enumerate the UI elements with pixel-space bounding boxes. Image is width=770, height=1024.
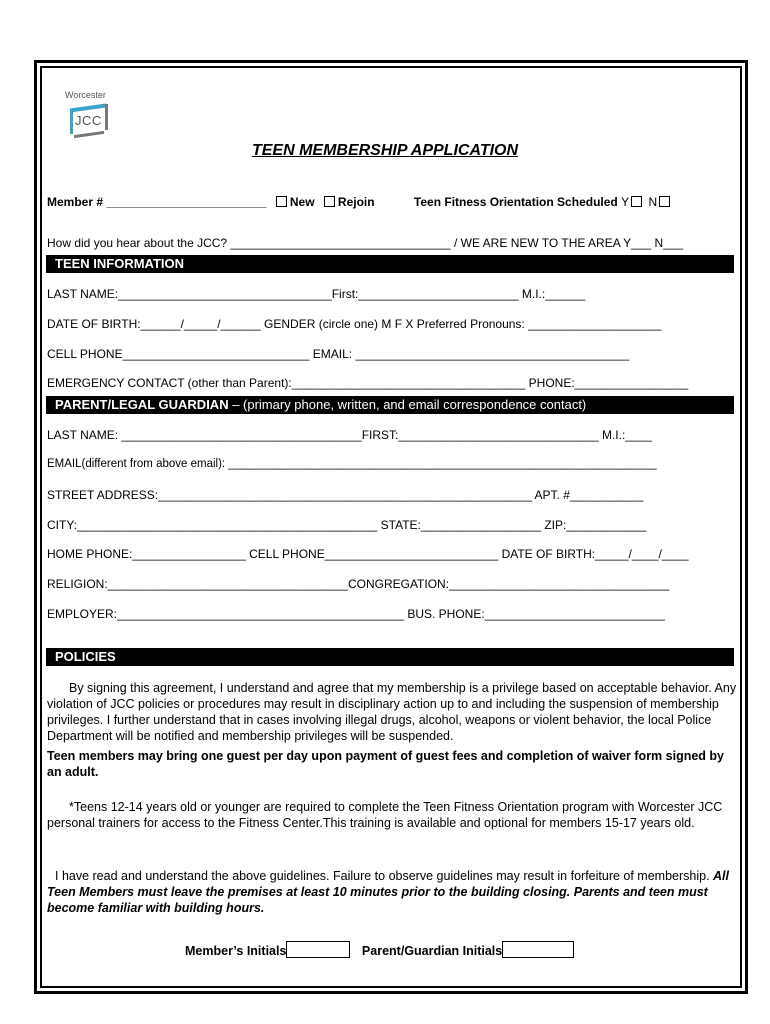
policy-paragraph-1: By signing this agreement, I understand and agree that my membership is a privilege based on acceptable behavior. Any violation of JCC policies or procedures may result in disciplinary action up to and including the suspension of membership privileges. I further understand that in cases involving illegal drugs, alcohol, weapons or violent behavior, the local Police Department will be notified and membership privileges will be suspended. (47, 681, 737, 743)
orientation-label: Teen Fitness Orientation Scheduled (413, 195, 618, 209)
initials-line (185, 941, 574, 958)
rejoin-label: Rejoin (337, 195, 375, 209)
policy-paragraph-acknowledge (47, 868, 737, 916)
hear-about-line[interactable]: How did you hear about the JCC? _________________________________ / WE ARE NEW TO THE AREA Y___ N___ (47, 236, 684, 250)
rejoin-checkbox[interactable] (324, 196, 335, 207)
acknowledge-text: I have read and understand the above guidelines. Failure to observe guidelines may result in forfeiture of membership. (55, 869, 714, 883)
parent-header-note: – (primary phone, written, and email correspondence contact) (228, 397, 587, 412)
orientation-yes-checkbox[interactable] (631, 196, 642, 207)
policy-paragraph-orientation: *Teens 12-14 years old or younger are required to complete the Teen Fitness Orientation program with Worcester JCC personal trainers for access to the Fitness Center.This training is available and optional for members 15-17 years old. (47, 800, 723, 830)
parent-header-label: PARENT/LEGAL GUARDIAN (55, 397, 229, 412)
orientation-no-label: N (648, 195, 658, 209)
parent-row-phones[interactable]: HOME PHONE:_________________ CELL PHONE__________________________ DATE OF BIRTH:_____/____/____ (47, 547, 689, 561)
teen-row-phone-email[interactable]: CELL PHONE____________________________ EMAIL: _________________________________________ (47, 347, 630, 361)
acknowledge-bold-text: All Teen Members must leave the premises at least 10 minutes prior to the building closing. Parents and teen must become familiar with building hours. (47, 869, 730, 915)
parent-row-name[interactable]: LAST NAME: ____________________________________FIRST:______________________________ M.I.:____ (47, 428, 652, 442)
orientation-yes-label: Y (621, 195, 630, 209)
worcester-jcc-logo (62, 90, 122, 146)
member-initials-box[interactable] (286, 941, 350, 958)
teen-row-name[interactable]: LAST NAME:________________________________First:________________________ M.I.:______ (47, 287, 586, 301)
parent-row-address[interactable]: STREET ADDRESS:________________________________________________________ APT. #___________ (47, 488, 644, 502)
parent-guardian-header (46, 396, 734, 414)
parent-row-email[interactable]: EMAIL(different from above email): ___________________________________________________________________ (47, 458, 657, 470)
teen-row-dob-gender[interactable]: DATE OF BIRTH:______/_____/______ GENDER (circle one) M F X Preferred Pronouns: ____________________ (47, 317, 662, 331)
new-checkbox[interactable] (276, 196, 287, 207)
page-title: TEEN MEMBERSHIP APPLICATION (251, 142, 519, 159)
logo-mark-text: JCC (75, 113, 102, 128)
parent-initials-label: Parent/Guardian Initials (361, 944, 503, 958)
member-number-field[interactable]: Member # ________________________ (47, 195, 267, 209)
orientation-no-checkbox[interactable] (659, 196, 670, 207)
teen-info-header: TEEN INFORMATION (46, 255, 734, 273)
parent-initials-box[interactable] (502, 941, 574, 958)
policies-header: POLICIES (46, 648, 734, 666)
member-line (47, 195, 673, 209)
parent-row-employer[interactable]: EMPLOYER:___________________________________________ BUS. PHONE:___________________________ (47, 607, 665, 621)
teen-row-emergency[interactable]: EMERGENCY CONTACT (other than Parent):___________________________________ PHONE:_________________ (47, 376, 689, 390)
logo-mark (70, 104, 108, 136)
member-initials-label: Member’s Initials (185, 944, 287, 958)
parent-row-city[interactable]: CITY:_____________________________________________ STATE:__________________ ZIP:____________ (47, 518, 647, 532)
new-label: New (289, 195, 315, 209)
policy-paragraph-guest: Teen members may bring one guest per day upon payment of guest fees and completion of waiver form signed by an adult. (47, 749, 724, 779)
logo-top-text: Worcester (65, 90, 106, 100)
parent-row-religion[interactable]: RELIGION:____________________________________CONGREGATION:_________________________________ (47, 577, 670, 591)
